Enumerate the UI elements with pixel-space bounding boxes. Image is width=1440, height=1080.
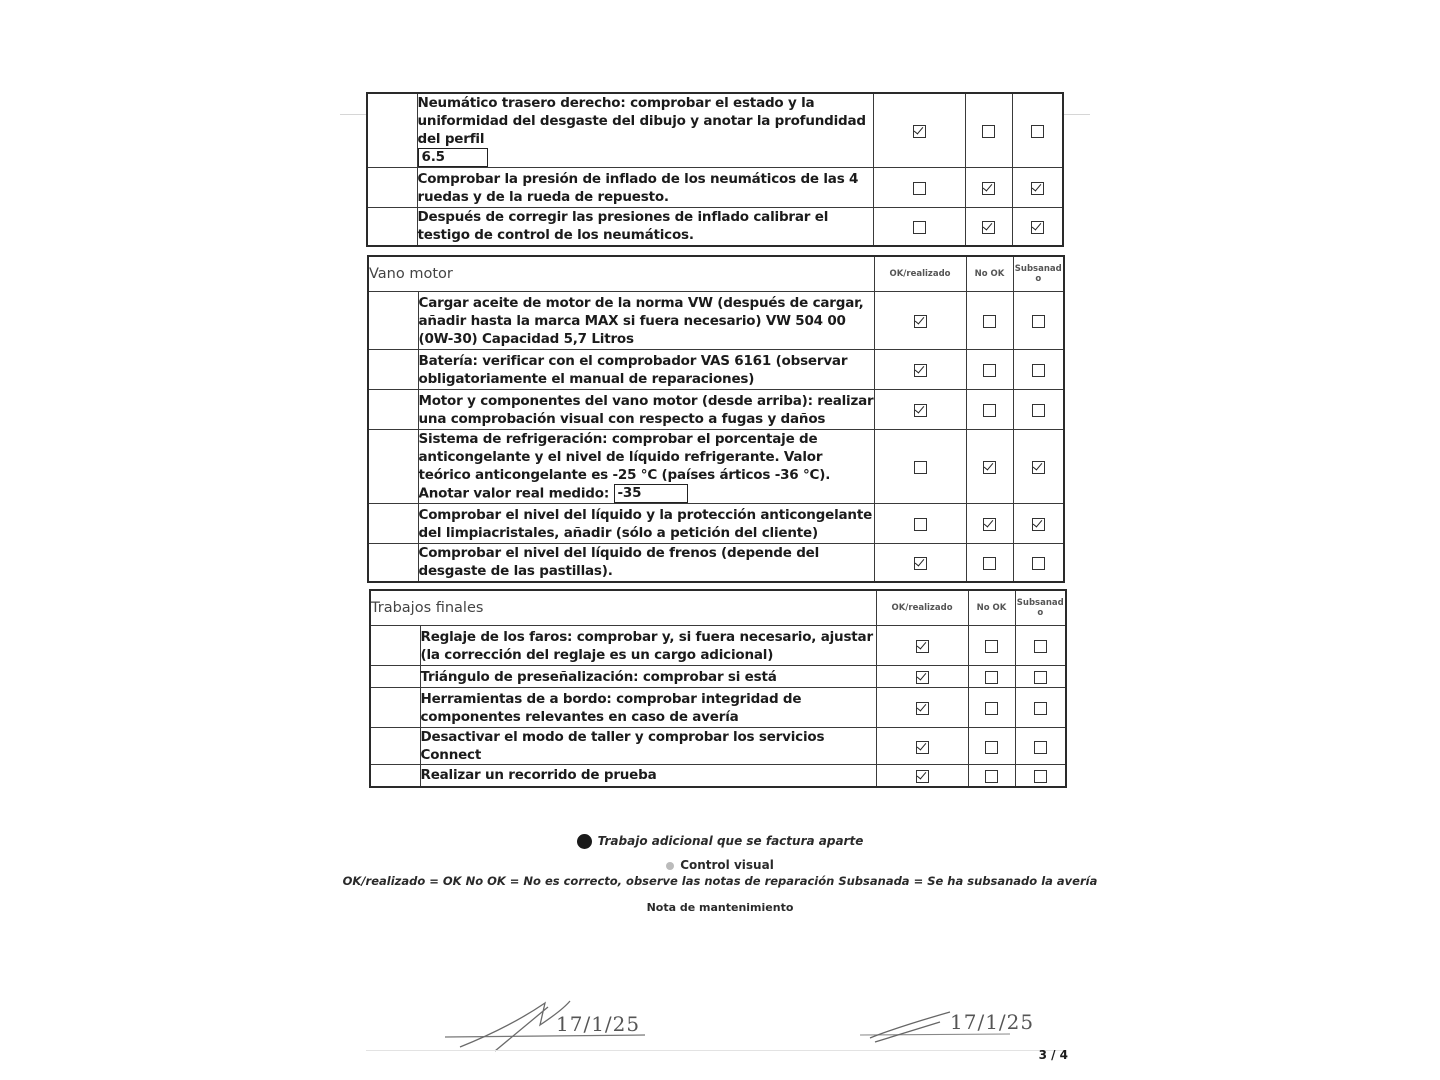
- row-description: [418, 430, 874, 504]
- engine-bay-table: [367, 255, 1065, 583]
- resolved-checkbox-cell: [1013, 350, 1064, 390]
- ok-checkbox-cell: [876, 728, 968, 765]
- row-margin-cell: [367, 168, 417, 208]
- table-row: [367, 93, 1063, 168]
- table-row: [368, 350, 1064, 390]
- row-description: [417, 93, 873, 168]
- row-text: Batería: verificar con el comprobador VAS 6161 (observar obligatoriamente el manual de reparaciones): [418, 352, 848, 387]
- row-margin-cell: [368, 292, 418, 350]
- table-row: [370, 728, 1066, 765]
- resolved-checkbox[interactable]: [1031, 221, 1044, 234]
- resolved-checkbox-cell: [1013, 504, 1064, 544]
- col-sub-header: Subsanad o: [1015, 590, 1066, 626]
- resolved-checkbox[interactable]: [1034, 741, 1047, 754]
- ok-checkbox-cell: [873, 168, 965, 208]
- row-margin-cell: [368, 544, 418, 582]
- table-row: [370, 666, 1066, 688]
- resolved-checkbox[interactable]: [1032, 518, 1045, 531]
- ok-checkbox[interactable]: [913, 221, 926, 234]
- row-margin-cell: [370, 765, 420, 787]
- nok-checkbox[interactable]: [983, 404, 996, 417]
- nok-checkbox[interactable]: [983, 518, 996, 531]
- resolved-checkbox[interactable]: [1031, 125, 1044, 138]
- ok-checkbox[interactable]: [913, 125, 926, 138]
- maintenance-note-label: Nota de mantenimiento: [646, 901, 794, 914]
- col-ok-header: OK/realizado: [876, 590, 968, 626]
- ok-checkbox[interactable]: [914, 364, 927, 377]
- measured-value-field[interactable]: -35: [614, 484, 688, 503]
- legend-visual: [0, 858, 1440, 872]
- measured-value-field[interactable]: 6.5: [418, 148, 488, 167]
- visual-check-icon: [666, 862, 674, 870]
- nok-checkbox[interactable]: [982, 182, 995, 195]
- legend-visual-text: Control visual: [680, 858, 774, 872]
- col-sub-header: Subsanad o: [1013, 256, 1064, 292]
- row-description: [417, 208, 873, 246]
- row-description: [420, 688, 876, 728]
- nok-checkbox[interactable]: [985, 702, 998, 715]
- ok-checkbox[interactable]: [914, 404, 927, 417]
- ok-checkbox-cell: [876, 688, 968, 728]
- resolved-checkbox[interactable]: [1032, 364, 1045, 377]
- row-text: Desactivar el modo de taller y comprobar los servicios Connect: [420, 729, 825, 763]
- nok-checkbox-cell: [968, 688, 1015, 728]
- final-work-table: [369, 589, 1067, 788]
- resolved-checkbox-cell: [1012, 168, 1063, 208]
- legend-additional-text: Trabajo adicional que se factura aparte: [597, 834, 864, 848]
- ok-checkbox[interactable]: [914, 518, 927, 531]
- nok-checkbox[interactable]: [983, 461, 996, 474]
- row-text: Después de corregir las presiones de inflado calibrar el testigo de control de los neumáticos.: [417, 209, 829, 244]
- nok-checkbox[interactable]: [985, 640, 998, 653]
- date-left: 17/1/25: [556, 1012, 641, 1036]
- nok-checkbox[interactable]: [985, 741, 998, 754]
- resolved-checkbox-cell: [1012, 93, 1063, 168]
- table-row: [367, 208, 1063, 246]
- resolved-checkbox[interactable]: [1032, 404, 1045, 417]
- row-margin-cell: [367, 208, 417, 246]
- col-nok-header: No OK: [968, 590, 1015, 626]
- ok-checkbox[interactable]: [914, 315, 927, 328]
- nok-checkbox[interactable]: [982, 221, 995, 234]
- row-text: Cargar aceite de motor de la norma VW (después de cargar, añadir hasta la marca MAX si fuera necesario) VW 504 00 (0W-30) Capacidad 5,7 Litros: [418, 294, 864, 347]
- ok-checkbox-cell: [876, 626, 968, 666]
- row-text: Motor y componentes del vano motor (desde arriba): realizar una comprobación visual con respecto a fugas y daños: [418, 392, 874, 427]
- resolved-checkbox-cell: [1015, 666, 1066, 688]
- resolved-checkbox-cell: [1012, 208, 1063, 246]
- ok-checkbox[interactable]: [914, 557, 927, 570]
- row-description: [418, 292, 874, 350]
- nok-checkbox[interactable]: [983, 557, 996, 570]
- row-margin-cell: [370, 666, 420, 688]
- resolved-checkbox-cell: [1013, 390, 1064, 430]
- row-description: [418, 350, 874, 390]
- nok-checkbox-cell: [968, 765, 1015, 787]
- row-text: Realizar un recorrido de prueba: [420, 767, 657, 784]
- tyres-rows: [367, 93, 1063, 246]
- row-text: Neumático trasero derecho: comprobar el estado y la uniformidad del desgaste del dibujo y anotar la profundidad del perfil: [417, 95, 866, 147]
- legend-meaning: OK/realizado = OK No OK = No es correcto, observe las notas de reparación Subsanada = Se ha subsanado la avería: [342, 874, 1098, 888]
- filled-dot-icon: [577, 834, 592, 849]
- row-description: [417, 168, 873, 208]
- section-title: Trabajos finales: [370, 590, 876, 626]
- table-row: [370, 765, 1066, 787]
- ok-checkbox-cell: [873, 93, 965, 168]
- date-right: 17/1/25: [950, 1010, 1035, 1034]
- nok-checkbox[interactable]: [983, 364, 996, 377]
- nok-checkbox-cell: [968, 666, 1015, 688]
- resolved-checkbox[interactable]: [1031, 182, 1044, 195]
- row-description: [418, 544, 874, 582]
- final-work-header: [370, 590, 1066, 626]
- resolved-checkbox-cell: [1015, 728, 1066, 765]
- resolved-checkbox-cell: [1013, 430, 1064, 504]
- row-text: Comprobar la presión de inflado de los neumáticos de las 4 ruedas y de la rueda de repuesto.: [417, 170, 859, 205]
- row-margin-cell: [368, 350, 418, 390]
- page-number: 3 / 4: [1038, 1048, 1068, 1062]
- table-row: [368, 292, 1064, 350]
- table-row: [367, 168, 1063, 208]
- resolved-checkbox[interactable]: [1034, 640, 1047, 653]
- row-description: [418, 504, 874, 544]
- resolved-checkbox-cell: [1013, 292, 1064, 350]
- row-text: Herramientas de a bordo: comprobar integridad de componentes relevantes en caso de avería: [420, 690, 802, 725]
- ok-checkbox-cell: [874, 292, 966, 350]
- row-margin-cell: [368, 430, 418, 504]
- nok-checkbox-cell: [966, 292, 1013, 350]
- ok-checkbox[interactable]: [916, 770, 929, 783]
- nok-checkbox-cell: [968, 626, 1015, 666]
- resolved-checkbox-cell: [1015, 688, 1066, 728]
- ok-checkbox[interactable]: [916, 741, 929, 754]
- col-ok-header: OK/realizado: [874, 256, 966, 292]
- row-text: Comprobar el nivel del líquido de frenos (depende del desgaste de las pastillas).: [418, 545, 820, 580]
- nok-checkbox[interactable]: [983, 315, 996, 328]
- row-description: [420, 728, 876, 765]
- table-row: [370, 626, 1066, 666]
- row-text: Comprobar el nivel del líquido y la protección anticongelante del limpiacristales, añadir (sólo a petición del cliente): [418, 506, 873, 541]
- resolved-checkbox-cell: [1015, 626, 1066, 666]
- row-description: [420, 626, 876, 666]
- ok-checkbox-cell: [874, 430, 966, 504]
- nok-checkbox-cell: [966, 504, 1013, 544]
- ok-checkbox-cell: [876, 666, 968, 688]
- ok-checkbox[interactable]: [916, 671, 929, 684]
- row-text: Sistema de refrigeración: comprobar el porcentaje de anticongelante y el nivel de líquido refrigerante. Valor teórico anticongelante es -25 °C (países árticos -36 °C). Anotar valor real medido:: [418, 431, 831, 502]
- resolved-checkbox-cell: [1013, 544, 1064, 582]
- ok-checkbox[interactable]: [916, 702, 929, 715]
- nok-checkbox[interactable]: [985, 770, 998, 783]
- table-row: [370, 688, 1066, 728]
- row-description: [420, 666, 876, 688]
- ok-checkbox-cell: [874, 544, 966, 582]
- nok-checkbox[interactable]: [982, 125, 995, 138]
- section-title: Vano motor: [368, 256, 874, 292]
- nok-checkbox-cell: [968, 728, 1015, 765]
- tyres-table: [366, 92, 1064, 247]
- resolved-checkbox[interactable]: [1032, 461, 1045, 474]
- final-work-rows: [370, 626, 1066, 787]
- nok-checkbox-cell: [966, 430, 1013, 504]
- engine-bay-rows: [368, 292, 1064, 582]
- table-row: [368, 430, 1064, 504]
- table-row: [368, 544, 1064, 582]
- ok-checkbox[interactable]: [916, 640, 929, 653]
- engine-bay-header: [368, 256, 1064, 292]
- resolved-checkbox[interactable]: [1034, 770, 1047, 783]
- nok-checkbox-cell: [966, 350, 1013, 390]
- resolved-checkbox[interactable]: [1032, 315, 1045, 328]
- resolved-checkbox[interactable]: [1032, 557, 1045, 570]
- nok-checkbox-cell: [966, 390, 1013, 430]
- row-margin-cell: [367, 93, 417, 168]
- ok-checkbox[interactable]: [914, 461, 927, 474]
- ok-checkbox-cell: [874, 390, 966, 430]
- row-margin-cell: [370, 626, 420, 666]
- resolved-checkbox[interactable]: [1034, 671, 1047, 684]
- resolved-checkbox[interactable]: [1034, 702, 1047, 715]
- nok-checkbox-cell: [966, 544, 1013, 582]
- ok-checkbox[interactable]: [913, 182, 926, 195]
- table-row: [368, 390, 1064, 430]
- row-margin-cell: [368, 390, 418, 430]
- ok-checkbox-cell: [874, 350, 966, 390]
- footer-line: [366, 1050, 1066, 1051]
- row-margin-cell: [368, 504, 418, 544]
- row-description: [418, 390, 874, 430]
- ok-checkbox-cell: [873, 208, 965, 246]
- legend-additional: [0, 834, 1440, 849]
- ok-checkbox-cell: [876, 765, 968, 787]
- nok-checkbox-cell: [965, 93, 1012, 168]
- nok-checkbox-cell: [965, 168, 1012, 208]
- ok-checkbox-cell: [874, 504, 966, 544]
- row-margin-cell: [370, 728, 420, 765]
- nok-checkbox[interactable]: [985, 671, 998, 684]
- nok-checkbox-cell: [965, 208, 1012, 246]
- row-margin-cell: [370, 688, 420, 728]
- row-text: Triángulo de preseñalización: comprobar si está: [420, 668, 777, 685]
- row-text: Reglaje de los faros: comprobar y, si fuera necesario, ajustar (la corrección del reglaje es un cargo adicional): [420, 628, 873, 663]
- resolved-checkbox-cell: [1015, 765, 1066, 787]
- row-description: [420, 765, 876, 787]
- table-row: [368, 504, 1064, 544]
- col-nok-header: No OK: [966, 256, 1013, 292]
